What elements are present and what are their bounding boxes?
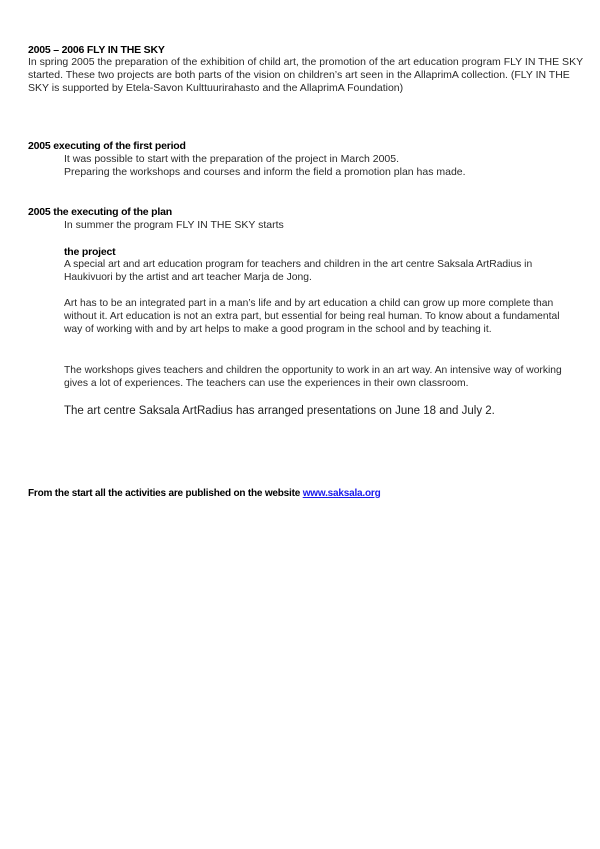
project-subheading: the project bbox=[64, 246, 116, 258]
first-period-line: It was possible to start with the preparation of the project in March 2005. bbox=[64, 153, 400, 165]
website-note-text: From the start all the activities are published on the website bbox=[28, 488, 303, 499]
section-heading-executing-plan: 2005 the executing of the plan bbox=[28, 206, 172, 218]
section-body-fly-in-the-sky: In spring 2005 the preparation of the exhibition of child art, the promotion of the art education program FLY IN THE SKY started. These two projects are both parts of the vision on children’s art seen in the AllaprimA collection. (FLY IN THE SKY is supported by Etela-Savon Kulttuurirahasto and the AllaprimA Foundation) bbox=[28, 56, 583, 94]
website-link[interactable]: www.saksala.org bbox=[302, 488, 381, 499]
first-period-line: Preparing the workshops and courses and inform the field a promotion plan has made. bbox=[64, 166, 466, 178]
project-paragraph: The workshops gives teachers and children the opportunity to work in an art way. An intensive way of working gives a lot of experiences. The teachers can use the experiences in their own classroom. bbox=[64, 365, 562, 389]
website-note bbox=[28, 488, 380, 499]
project-paragraph: A special art and art education program for teachers and children in the art centre Saksala ArtRadius in Haukivuori by the artist and art teacher Marja de Jong. bbox=[64, 259, 533, 283]
section-heading-fly-in-the-sky: 2005 – 2006 FLY IN THE SKY bbox=[28, 44, 165, 56]
presentations-note: The art centre Saksala ArtRadius has arranged presentations on June 18 and July 2. bbox=[64, 405, 495, 417]
section-heading-first-period: 2005 executing of the first period bbox=[28, 140, 186, 152]
executing-plan-intro: In summer the program FLY IN THE SKY starts bbox=[64, 219, 284, 231]
project-paragraph: Art has to be an integrated part in a man’s life and by art education a child can grow up more complete than without it. Art education is not an extra part, but essential for being real human. To know about a fundamental way of working with and by art helps to make a good program in the school and by teaching it. bbox=[64, 298, 560, 335]
